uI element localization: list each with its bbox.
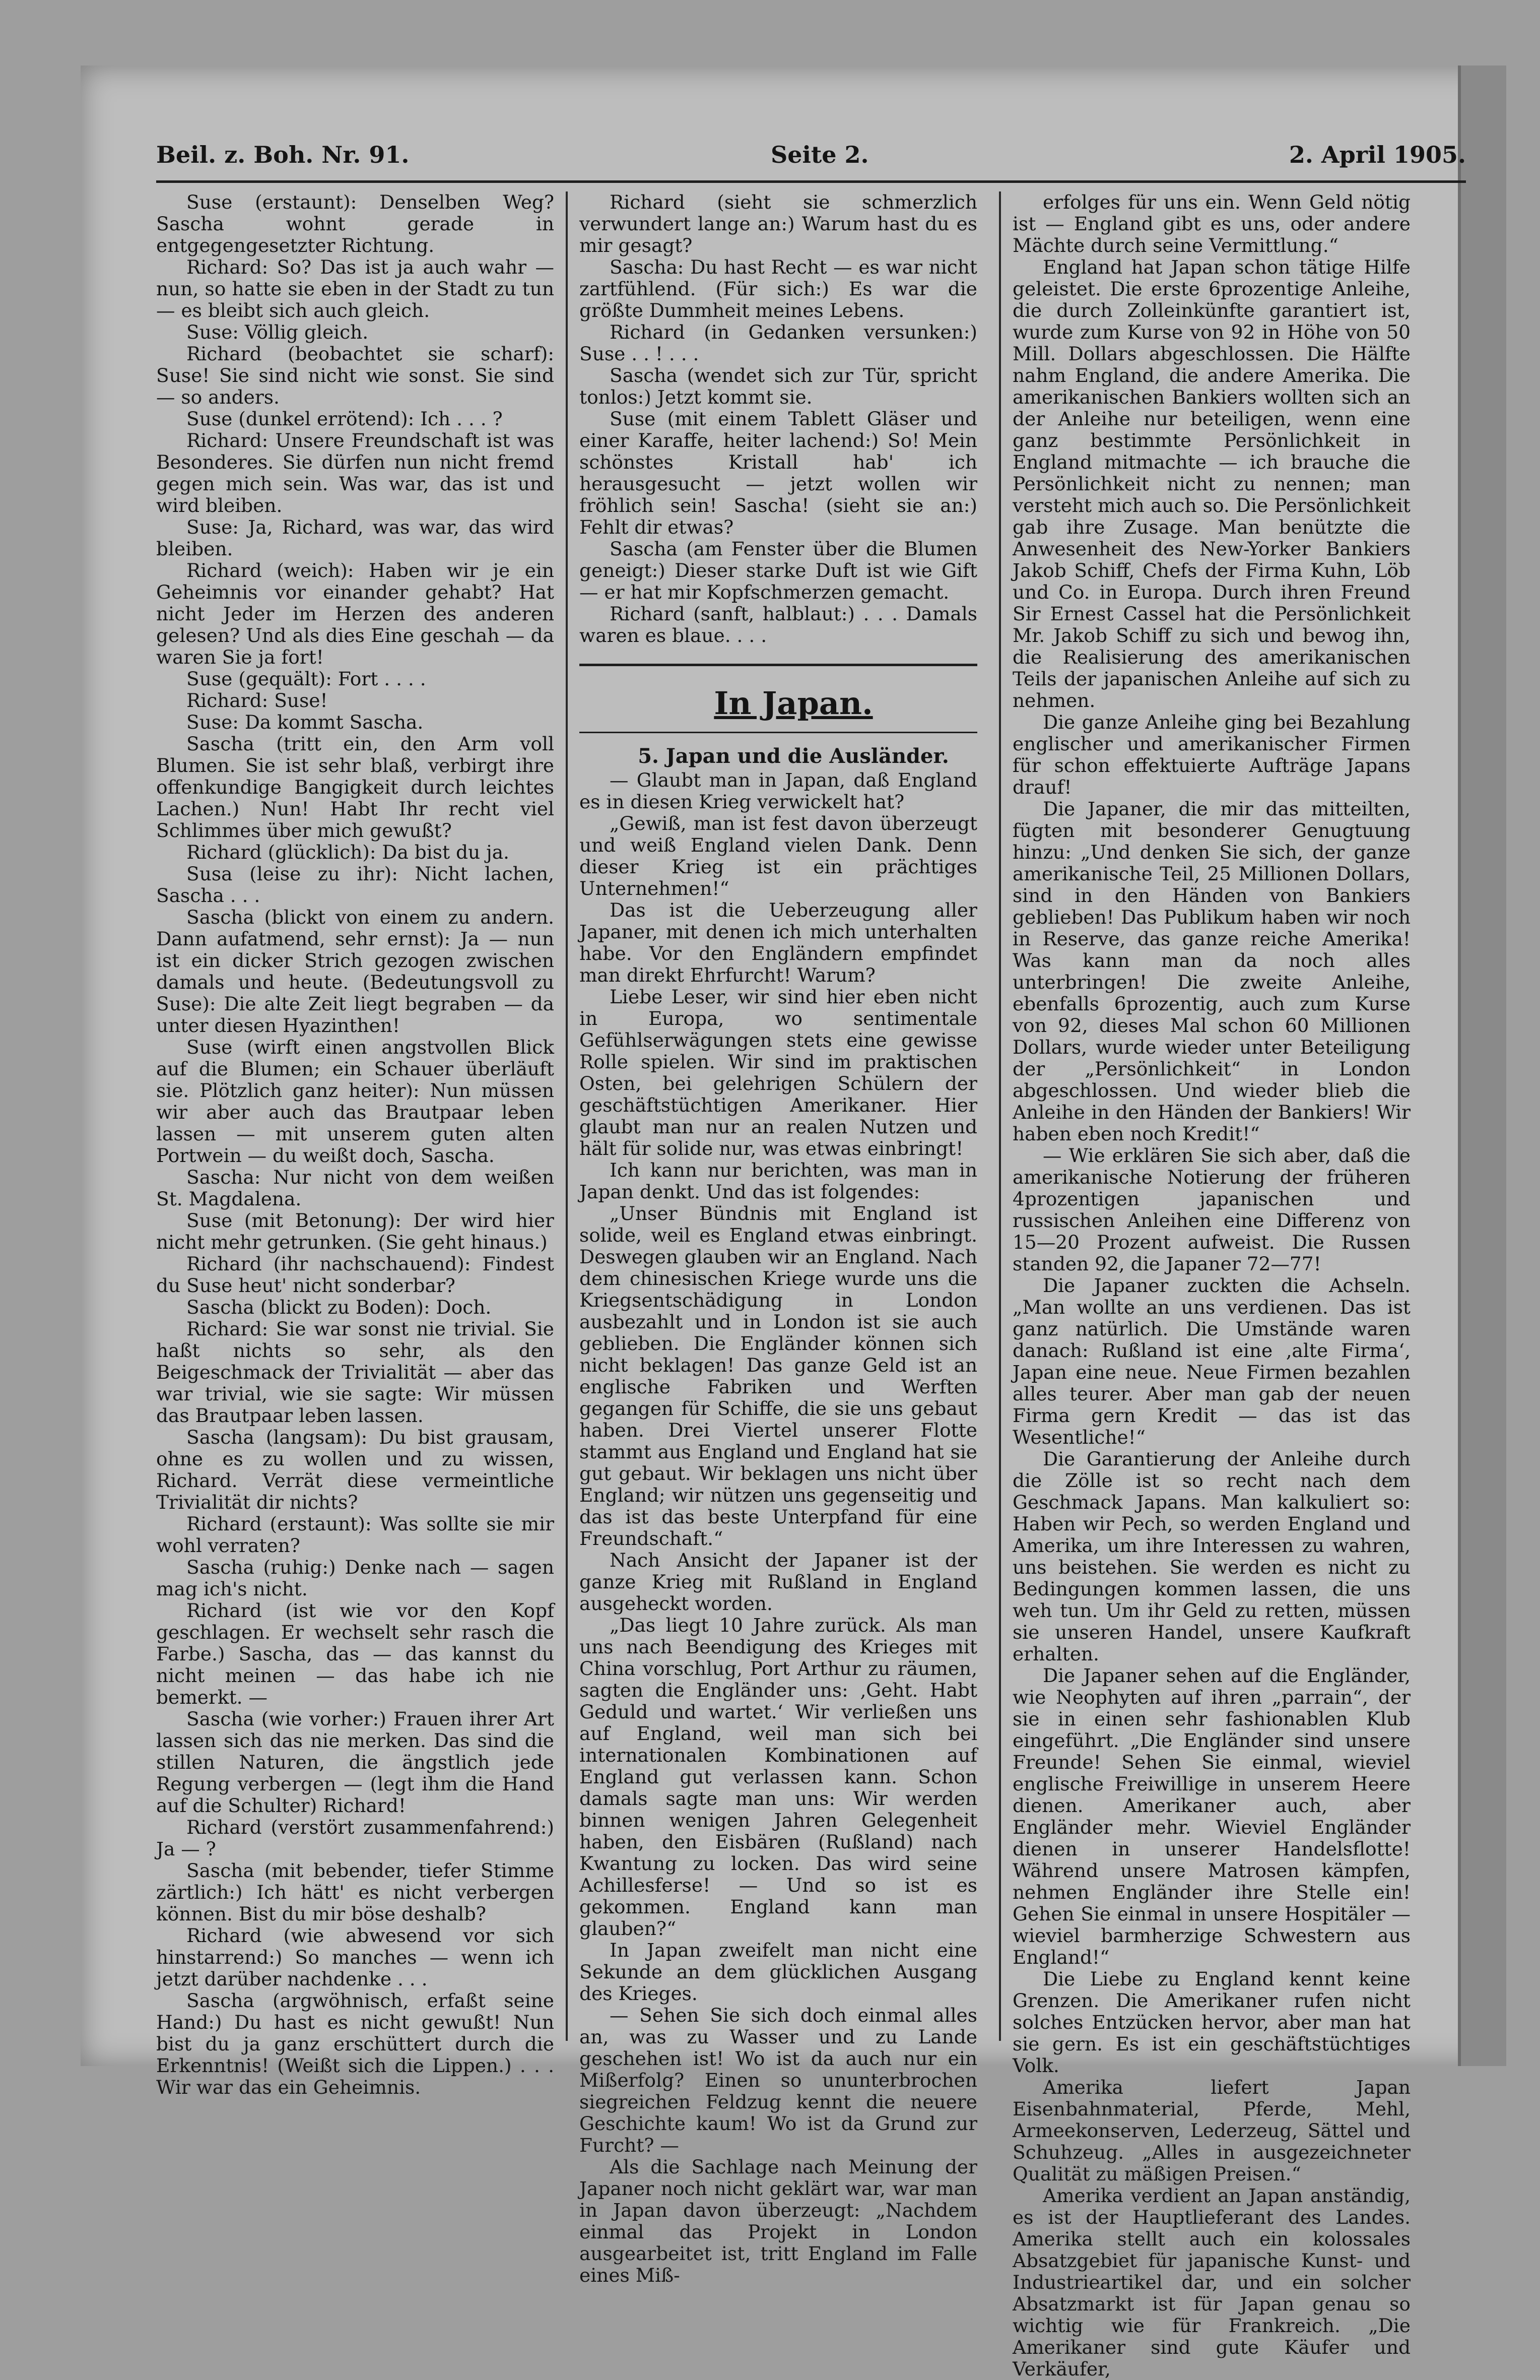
paragraph: Suse (gequält): Fort . . . . — [186, 668, 426, 690]
column-1 — [156, 191, 554, 2098]
paragraph: Susa (leise zu ihr): Nicht lachen, Sascha . . . — [156, 863, 554, 907]
paragraph: Suse (mit einem Tablett Gläser und einer Karaffe, heiter lachend:) So! Mein schönstes Kristall hab' ich herausgesucht — jetzt wollen wir fröhlich sein! Sascha! (sieht sie an:) Fehlt dir etwas? — [579, 408, 977, 538]
paragraph: Richard (sanft, halblaut:) . . . Damals waren es blaue. . . . — [579, 603, 977, 647]
paragraph: Sascha (am Fenster über die Blumen geneigt:) Dieser starke Duft ist wie Gift — er hat mir Kopfschmerzen gemacht. — [579, 538, 977, 603]
paragraph: Die Japaner, die mir das mitteilten, fügten mit besonderer Genugtuung hinzu: „Und denken Sie sich, der ganze amerikanische Teil, 25 Millionen Dollars, sind in den Händen von Bankiers geblieben! Das Publikum haben wir noch in Reserve, das ganze reiche Amerika! Was kann man da noch alles unterbringen! Die zweite Anleihe, ebenfalls 6prozentig, auch zum Kurse von 92, dieses Mal schon 60 Millionen Dollars, wurde wieder unter Beteiligung der „Persönlichkeit“ in London abgeschlossen. Und wieder blieb die Anleihe in den Händen der Bankiers! Wir haben eben noch Kredit!“ — [1013, 798, 1411, 1145]
paragraph: Suse: Da kommt Sascha. — [186, 711, 424, 733]
paragraph: — Glaubt man in Japan, daß England es in diesen Krieg verwickelt hat? — [579, 769, 977, 813]
paragraph: Richard: Sie war sonst nie trivial. Sie haßt nichts so sehr, als den Beigeschmack der Trivialität — aber das war trivial, wie sie sagte: Wir müssen das Brautpaar leben lassen. — [156, 1318, 554, 1427]
paragraph: Richard: Suse! — [186, 689, 328, 712]
paragraph: „Gewiß, man ist fest davon überzeugt und weiß England vielen Dank. Denn dieser Krieg ist ein prächtiges Unternehmen!“ — [579, 812, 977, 899]
paragraph: erfolges für uns ein. Wenn Geld nötig ist — England gibt es uns, oder andere Mächte durch seine Vermittlung.“ — [1013, 191, 1411, 256]
paragraph: „Das liegt 10 Jahre zurück. Als man uns nach Beendigung des Krieges mit China vorschlug, Port Arthur zu räumen, sagten die Engländer uns: ‚Geht. Habt Geduld und wartet.‘ Wir verließen uns auf England, weil man sich bei internationalen Kombinationen auf England gut verlassen kann. Schon damals sagte man uns: Wir werden binnen wenigen Jahren Gelegenheit haben, den Eisbären (Rußland) nach Kwantung zu locken. Das wird seine Achillesferse! — Und so ist es gekommen. England kann man glauben?“ — [579, 1614, 977, 1940]
paragraph: Das ist die Ueberzeugung aller Japaner, mit denen ich mich unterhalten habe. Vor den Engländern empfindet man direkt Ehrfurcht! Warum? — [579, 899, 977, 986]
paragraph: In Japan zweifelt man nicht eine Sekunde an dem glücklichen Ausgang des Krieges. — [579, 1939, 977, 2005]
column-3 — [1013, 191, 1411, 2380]
column-divider-2 — [999, 191, 1001, 2041]
paragraph: Sascha: Du hast Recht — es war nicht zartfühlend. (Für sich:) Es war die größte Dummheit meines Lebens. — [579, 256, 977, 321]
paragraph: Sascha: Nur nicht von dem weißen St. Magdalena. — [156, 1166, 554, 1210]
paragraph: Richard: Unsere Freundschaft ist was Besonderes. Sie dürfen nun nicht fremd gegen mich sein. Was war, das ist und wird bleiben. — [156, 429, 554, 517]
paragraph: Richard (erstaunt): Was sollte sie mir wohl verraten? — [156, 1513, 554, 1557]
paragraph: Richard (sieht sie schmerzlich verwundert lange an:) Warum hast du es mir gesagt? — [579, 191, 977, 256]
paragraph: — Sehen Sie sich doch einmal alles an, was zu Wasser und zu Lande geschehen ist! Wo ist da auch nur ein Mißerfolg? Einen so ununterbrochen siegreichen Feldzug kennt die neuere Geschichte kaum! Wo ist da Grund zur Furcht? — — [579, 2004, 977, 2156]
paragraph: Amerika liefert Japan Eisenbahnmaterial, Pferde, Mehl, Armeekonserven, Lederzeug, Sättel und Schuhzeug. „Alles in ausgezeichneter Qualität zu mäßigen Preisen.“ — [1013, 2076, 1411, 2185]
paragraph: Suse: Völlig gleich. — [186, 321, 369, 343]
paragraph: Liebe Leser, wir sind hier eben nicht in Europa, wo sentimentale Gefühlserwägungen stets eine gewisse Rolle spielen. Wir sind im praktischen Osten, bei gelehrigen Schülern der geschäftstüchtigen Amerikaner. Hier glaubt man nur an realen Nutzen und hält für solide nur, was etwas einbringt! — [579, 986, 977, 1160]
paragraph: Richard (in Gedanken versunken:) Suse . . ! . . . — [579, 321, 977, 365]
paragraph: Die Japaner zuckten die Achseln. „Man wollte an uns verdienen. Das ist ganz natürlich. Die Umstände waren danach: Rußland ist eine ‚alte Firma‘, Japan eine neue. Neue Firmen bezahlen alles teurer. Aber man gab der neuen Firma gern Kredit — das ist das Wesentliche!“ — [1013, 1274, 1411, 1448]
paragraph: Sascha (langsam): Du bist grausam, ohne es zu wollen und zu wissen, Richard. Verrät diese vermeintliche Trivialität dir nichts? — [156, 1426, 554, 1513]
paragraph: Sascha (wie vorher:) Frauen ihrer Art lassen sich das nie merken. Das sind die stillen Naturen, die ängstlich jede Regung verbergen — (legt ihm die Hand auf die Schulter) Richard! — [156, 1708, 554, 1817]
section-title: In Japan. — [714, 685, 873, 722]
column-2-article-text — [579, 769, 977, 2286]
page-number: Seite 2. — [771, 141, 869, 168]
paragraph: Richard (verstört zusammenfahrend:) Ja — ? — [156, 1816, 554, 1860]
paragraph: Suse (wirft einen angstvollen Blick auf die Blumen; ein Schauer überläuft sie. Plötzlich ganz heiter): Nun müssen wir aber auch das Brautpaar leben lassen — mit unserem guten alten Portwein — du weißt doch, Sascha. — [156, 1036, 554, 1167]
issue-date: 2. April 1905. — [1289, 141, 1466, 168]
paragraph: Richard: So? Das ist ja auch wahr — nun, so hatte sie eben in der Stadt zu tun — es bleibt sich auch gleich. — [156, 256, 554, 321]
paragraph: Richard (ihr nachschauend): Findest du Suse heut' nicht sonderbar? — [156, 1253, 554, 1297]
paragraph: Suse: Ja, Richard, was war, das wird bleiben. — [156, 516, 554, 560]
paragraph: Die ganze Anleihe ging bei Bezahlung englischer und amerikanischer Firmen für schon effektuierte Aufträge Japans drauf! — [1013, 711, 1411, 798]
paragraph: Die Liebe zu England kennt keine Grenzen. Die Amerikaner rufen nicht solches Entzücken hervor, aber man hat sie gern. Es ist ein geschäftstüchtiges Volk. — [1013, 1968, 1411, 2077]
paragraph: Suse (mit Betonung): Der wird hier nicht mehr getrunken. (Sie geht hinaus.) — [156, 1209, 554, 1253]
paragraph: Sascha (mit bebender, tiefer Stimme zärtlich:) Ich hätt' es nicht verbergen können. Bist du mir böse deshalb? — [156, 1859, 554, 1925]
page-edge — [1458, 66, 1506, 2066]
paragraph: Nach Ansicht der Japaner ist der ganze Krieg mit Rußland in England ausgeheckt worden. — [579, 1549, 977, 1615]
newspaper-page — [81, 66, 1506, 2380]
issue-label: Beil. z. Boh. Nr. 91. — [156, 141, 410, 168]
paragraph: Richard (ist wie vor den Kopf geschlagen. Er wechselt sehr rasch die Farbe.) Sascha, das — das kannst du nicht meinen — das habe ich nie bemerkt. — — [156, 1599, 554, 1708]
paragraph: England hat Japan schon tätige Hilfe geleistet. Die erste 6prozentige Anleihe, die durch Zolleinkünfte garantiert ist, wurde zum Kurse von 92 in Höhe von 50 Mill. Dollars abgeschlossen. Die Hälfte nahm England, die andere Amerika. Die amerikanischen Bankiers wollten sich an der Anleihe nur beteiligen, wenn eine ganz bestimmte Persönlichkeit in England mitmachte — ich brauche die Persönlichkeit nicht zu nennen; man versteht mich auch so. Die Persönlichkeit gab ihre Zusage. Man benützte die Anwesenheit des New-Yorker Bankiers Jakob Schiff, Chefs der Firma Kuhn, Löb und Co. in Europa. Durch ihren Freund Sir Ernest Cassel hat die Persönlichkeit Mr. Jakob Schiff zu sich und bewog ihn, die Realisierung des amerikanischen Teils der japanischen Anleihe auf sich zu nehmen. — [1013, 256, 1411, 712]
paragraph: Sascha (wendet sich zur Tür, spricht tonlos:) Jetzt kommt sie. — [579, 364, 977, 408]
paragraph: Sascha (blickt zu Boden): Doch. — [186, 1296, 492, 1318]
paragraph: Suse (erstaunt): Denselben Weg? Sascha wohnt gerade in entgegengesetzter Richtung. — [156, 191, 554, 256]
column-divider-1 — [566, 191, 568, 2041]
page-header — [156, 141, 1466, 181]
paragraph: Ich kann nur berichten, was man in Japan denkt. Und das ist folgendes: — [579, 1159, 977, 1203]
paragraph: — Wie erklären Sie sich aber, daß die amerikanische Notierung der früheren 4prozentigen japanischen und russischen Anleihen eine Differenz von 15—20 Prozent aufweist. Die Russen standen 92, die Japaner 72—77! — [1013, 1144, 1411, 1275]
paragraph: Richard (glücklich): Da bist du ja. — [186, 841, 509, 863]
paragraph: Richard (wie abwesend vor sich hinstarrend:) So manches — wenn ich jetzt darüber nachdenke . . . — [156, 1924, 554, 1990]
paragraph: Sascha (blickt von einem zu andern. Dann aufatmend, sehr ernst): Ja — nun ist ein dicker Strich gezogen zwischen damals und heute. (Bedeutungsvoll zu Suse): Die alte Zeit liegt begraben — da unter diesen Hyazinthen! — [156, 906, 554, 1037]
title-rule — [579, 732, 977, 733]
paragraph: Richard (beobachtet sie scharf): Suse! Sie sind nicht wie sonst. Sie sind — so anders. — [156, 343, 554, 408]
paragraph: Sascha (tritt ein, den Arm voll Blumen. Sie ist sehr blaß, verbirgt ihre offenkundige Bangigkeit durch leichtes Lachen.) Nun! Habt Ihr recht viel Schlimmes über mich gewußt? — [156, 733, 554, 842]
paragraph: Sascha (ruhig:) Denke nach — sagen mag ich's nicht. — [156, 1556, 554, 1600]
column-2-drama-text — [579, 191, 977, 647]
section-rule — [579, 664, 977, 666]
paragraph: Die Japaner sehen auf die Engländer, wie Neophyten auf ihren „parrain“, der sie in einen sehr fashionablen Klub eingeführt. „Die Engländer sind unsere Freunde! Sehen Sie einmal, wieviel englische Freiwillige in unserem Heere dienen. Amerikaner auch, aber Engländer mehr. Wieviel Engländer dienen in unserer Handelsflotte! Während unsere Matrosen kämpfen, nehmen Engländer ihre Stelle ein! Gehen Sie einmal in unsere Hospitäler — wieviel barmherzige Schwestern aus England!“ — [1013, 1664, 1411, 1968]
header-rule — [156, 180, 1466, 183]
paragraph: Die Garantierung der Anleihe durch die Zölle ist so recht nach dem Geschmack Japans. Man kalkuliert so: Haben wir Pech, so werden England und Amerika, um ihre Interessen zu wahren, uns beistehen. Sie werden es nicht zu Bedingungen kommen lassen, die uns weh tun. Um ihr Geld zu retten, müssen sie unseren Handel, unsere Kaufkraft erhalten. — [1013, 1448, 1411, 1665]
article-subtitle: 5. Japan und die Ausländer. — [638, 744, 949, 768]
paragraph: Richard (weich): Haben wir je ein Geheimnis vor einander gehabt? Hat nicht Jeder im Herzen des anderen gelesen? Und als dies Eine geschah — da waren Sie ja fort! — [156, 559, 554, 668]
paragraph: Suse (dunkel errötend): Ich . . . ? — [186, 408, 503, 430]
paragraph: Als die Sachlage nach Meinung der Japaner noch nicht geklärt war, war man in Japan davon überzeugt: „Nachdem einmal das Projekt in London ausgearbeitet ist, tritt England im Falle eines Miß- — [579, 2156, 977, 2286]
paragraph: Amerika verdient an Japan anständig, es ist der Hauptlieferant des Landes. Amerika stellt auch ein kolossales Absatzgebiet für japanische Kunst- und Industrieartikel dar, und ein solcher Absatzmarkt ist für Japan genau so wichtig wie für Frankreich. „Die Amerikaner sind gute Käufer und Verkäufer, — [1013, 2184, 1411, 2380]
paragraph: „Unser Bündnis mit England ist solide, weil es England etwas einbringt. Deswegen glauben wir an England. Nach dem chinesischen Kriege wurde uns die Kriegsentschädigung in London ausbezahlt und in London ist sie auch geblieben. Die Engländer können sich nicht beklagen! Das ganze Geld ist an englische Fabriken und Werften gegangen für Schiffe, die sie uns gebaut haben. Drei Viertel unserer Flotte stammt aus England und England hat sie gut gebaut. Wir beklagen uns nicht über England; wir nützen uns gegenseitig und das ist das beste Unterpfand für eine Freundschaft.“ — [579, 1202, 977, 1550]
column-2 — [579, 191, 977, 2286]
paragraph: Sascha (argwöhnisch, erfaßt seine Hand:) Du hast es nicht gewußt! Nun bist du ja ganz erschüttert durch die Erkenntnis! (Weißt sich die Lippen.) . . . Wir war das ein Geheimnis. — [156, 1989, 554, 2098]
